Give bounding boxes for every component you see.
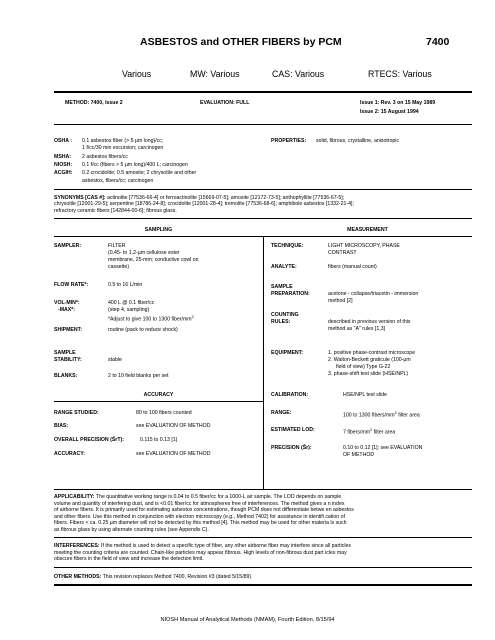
- sampler-value-4: cassette): [108, 264, 130, 270]
- shipment-label: SHIPMENT:: [54, 327, 82, 333]
- acgih-value-2: asbestos, fibers/cc; carcinogen: [82, 178, 154, 184]
- equipment-item-2b: field of view) Type G-22: [336, 364, 391, 370]
- sampler-value: FILTER: [108, 243, 126, 249]
- rtecs-field: RTECS: Various: [368, 69, 432, 79]
- shipment-value: routine (pack to reduce shock): [108, 327, 178, 333]
- synonyms-line-3: refractory ceramic fibers [142844-00-6]; fibrous glass.: [54, 207, 177, 214]
- blanks-label: BLANKS:: [54, 373, 78, 379]
- cas-field: CAS: Various: [272, 69, 325, 79]
- page-footer: NIOSH Manual of Analytical Methods (NMAM), Fourth Edition, 8/15/94: [160, 617, 335, 623]
- interferences-paragraph: INTERFERENCES: If the method is used to detect a specific type of fiber, any other airborne fiber may interfere since all particles meeting the counting criteria are counted. Chain-like particles may appear fibrous. High levels of non-fibrous dust part icles may obscure fibers in the field of view and increase the detection limit.: [54, 543, 351, 562]
- accuracy-heading: ACCURACY: [143, 392, 174, 398]
- synonyms-line-1: actinolite [77536-66-4] or ferroactinolite [15669-07-5]; amosite [12172-73-5]; anthophyllite [77536-67-5];: [107, 195, 345, 201]
- bias-value: see EVALUATION OF METHOD: [136, 423, 211, 429]
- equipment-label: EQUIPMENT:: [271, 350, 303, 356]
- msha-label: MSHA:: [54, 154, 72, 160]
- measurement-heading: MEASUREMENT: [347, 227, 388, 233]
- synonyms-line-2: chrysotile [12001-29-5]; serpentine [18786-24-8]; crocidolite [12001-28-4]; tremolite [77536-68-6]; amphibole asbestos [1332-21-4];: [54, 201, 354, 208]
- analyte-label: ANALYTE:: [271, 264, 297, 270]
- adjust-note: *Adjust to give 100 to 1300 fiber/$mm^2$: [108, 315, 194, 323]
- sampling-heading: SAMPLING: [144, 227, 173, 233]
- analyte-value: fibers (manual count): [328, 264, 377, 270]
- applicability-paragraph: APPLICABILITY: The quantitative working range is 0.04 to 0.5 fiber/cc for a 1000-L air sample. The LOD depends on sample volume and quantity of interfering dust, and is <0.01 fiber/cc for atmospheres free of interferences. The method gives a n index of airborne fibers. It is primarily used for estimating asbestos concentrations, though PCM does not differentiate betwe en asbestos and other fibers. Use this method in conjunction with electron microscopy (e.g., Method 7402) for assistance in identifi cation of fibers. Fibers < ca. 0.25 µm diameter will not be detected by this method [4]. This method may be used for other materia ls such as fibrous glass by using alternate counting rules (see Appendix C).: [54, 494, 354, 533]
- sampler-value-2: (0.45- to 1.2-µm cellulose ester: [108, 250, 180, 256]
- sampler-label: SAMPLER:: [54, 243, 82, 249]
- lod-label: ESTIMATED LOD:: [271, 427, 315, 433]
- precision-value: 0.10 to 0.12 [1]; see EVALUATION: [343, 445, 423, 451]
- technique-value-2: CONTRAST: [328, 250, 357, 256]
- range-value: 100 to 1300 fibers/$mm^2$ filter area: [343, 411, 420, 419]
- properties-value: solid, fibrous, crystalline, anisotropic: [316, 138, 400, 144]
- divider: [54, 567, 472, 568]
- accuracy-value: see EVALUATION OF METHOD: [136, 451, 211, 457]
- acgih-value: 0.2 crocidolite; 0.5 amosite; 2 chrysotile and other: [82, 170, 197, 176]
- precision-value-2: OF METHOD: [343, 452, 375, 458]
- range-label: RANGE:: [271, 410, 292, 416]
- counting-value: described in previous version of this: [328, 319, 411, 325]
- synonyms-label: SYNONYMS [CAS #]:: [54, 195, 106, 201]
- divider: [54, 91, 472, 93]
- divider: [54, 189, 472, 190]
- preparation-value: acetone - collapse/triacetin - immersion: [328, 291, 419, 297]
- counting-label-2: RULES:: [271, 319, 291, 325]
- formula-field: Various: [122, 69, 152, 79]
- volmin-value: 400 L @ 0.1 fiber/cc: [108, 300, 155, 306]
- stability-label-2: STABILITY:: [54, 357, 82, 363]
- acgih-label: ACGIH:: [54, 170, 73, 176]
- counting-value-2: method as "A" rules [1,3]: [328, 326, 386, 332]
- equipment-item-3: 3. phase-shift test slide (HSE/NPL): [328, 371, 409, 377]
- overall-precision-label: OVERALL PRECISION (ŜrT):: [54, 437, 124, 443]
- preparation-label: SAMPLE: [271, 284, 293, 290]
- divider: [54, 584, 472, 586]
- niosh-label: NIOSH:: [54, 162, 73, 168]
- evaluation: EVALUATION: FULL: [200, 100, 250, 106]
- calibration-value: HSE/NPL test slide: [343, 392, 387, 398]
- method-number: 7400: [426, 36, 450, 48]
- preparation-value-2: method [2]: [328, 298, 353, 304]
- method-name: ASBESTOS and OTHER FIBERS by PCM: [140, 36, 342, 48]
- counting-label: COUNTING: [271, 312, 299, 318]
- overall-precision-value: 0.115 to 0.13 [1]: [140, 437, 178, 443]
- divider: [54, 401, 263, 402]
- calibration-label: CALIBRATION:: [271, 392, 309, 398]
- blanks-value: 2 to 10 field blanks per set: [108, 373, 169, 379]
- synonyms: [54, 195, 472, 214]
- divider: [54, 489, 472, 490]
- osha-value-2: 1 f/cc/30 min excursion; carcinogen: [82, 145, 164, 151]
- accuracy-label: ACCURACY:: [54, 451, 86, 457]
- volmax-value: (step 4, sampling): [108, 307, 150, 313]
- equipment-item-1: 1. positive phase-contrast microscope: [328, 350, 416, 356]
- equipment-item-2: 2. Walton-Beckett graticule (100-µm: [328, 357, 411, 363]
- range-studied-value: 80 to 100 fibers counted: [136, 410, 192, 416]
- issue-2: Issue 2: 15 August 1994: [360, 109, 419, 115]
- issue-1: Issue 1: Rev. 3 on 15 May 1989: [360, 100, 436, 106]
- divider: [54, 124, 472, 125]
- volmin-label: VOL-MIN*:: [54, 300, 80, 306]
- divider: [54, 218, 472, 219]
- osha-value: 0.1 asbestos fiber (> 5 µm long)/cc;: [82, 138, 164, 144]
- column-divider: [263, 236, 264, 489]
- mw-field: MW: Various: [190, 69, 240, 79]
- osha-label: OSHA :: [54, 138, 72, 144]
- stability-label: SAMPLE: [54, 350, 76, 356]
- lod-value: 7 fibers/$mm^2$ filter area: [343, 428, 396, 436]
- properties-label: PROPERTIES:: [271, 138, 307, 144]
- preparation-label-2: PREPARATION:: [271, 291, 310, 297]
- divider: [54, 537, 472, 538]
- sampler-value-3: membrane, 25-mm; conductive cowl on: [108, 257, 199, 263]
- stability-value: stable: [108, 357, 122, 363]
- range-studied-label: RANGE STUDIED:: [54, 410, 99, 416]
- other-methods-paragraph: OTHER METHODS: This revision replaces Method 7400, Revision #3 (dated 5/15/89).: [54, 574, 253, 580]
- precision-label: PRECISION (Ŝr):: [271, 445, 312, 451]
- technique-value: LIGHT MICROSCOPY, PHASE: [328, 243, 400, 249]
- flow-value: 0.5 to 16 L/min: [108, 282, 143, 288]
- technique-label: TECHNIQUE:: [271, 243, 304, 249]
- bias-label: BIAS:: [54, 423, 69, 429]
- method-id: METHOD: 7400, Issue 2: [65, 100, 123, 106]
- volmax-label: -MAX*:: [58, 307, 76, 313]
- flow-label: FLOW RATE*:: [54, 282, 89, 288]
- msha-value: 2 asbestos fibers/cc: [82, 154, 128, 160]
- niosh-value: 0.1 f/cc (fibers > 5 µm long)/400 L; carcinogen: [82, 162, 188, 168]
